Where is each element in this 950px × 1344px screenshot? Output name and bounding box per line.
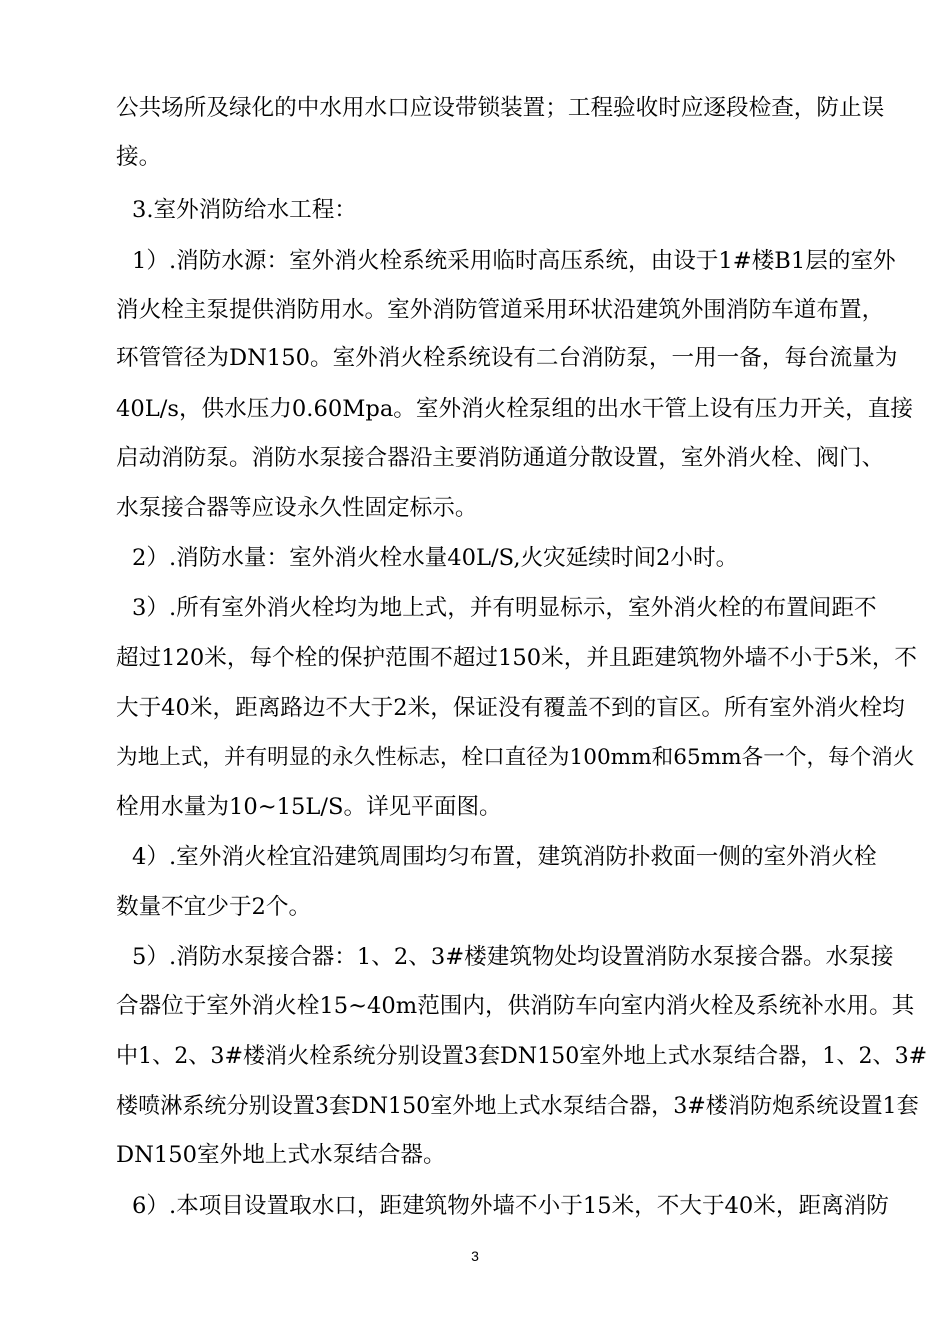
text-line-22: DN150室外地上式水泵结合器。 (116, 1142, 446, 1168)
text-line-7: 40L/s，供水压力0.60Mpa。室外消火栓泵组的出水干管上设有压力开关，直接 (116, 396, 913, 422)
text-line-15: 栓用水量为10~15L/S。详见平面图。 (116, 794, 502, 820)
text-line-2: 接。 (116, 144, 162, 170)
text-line-14: 为地上式，并有明显的永久性标志，栓口直径为100mm和65mm各一个，每个消火 (116, 745, 915, 770)
text-line-8: 启动消防泵。消防水泵接合器沿主要消防通道分散设置，室外消火栓、阀门、 (116, 445, 885, 471)
text-line-11: 3）.所有室外消火栓均为地上式，并有明显标示，室外消火栓的布置间距不 (132, 595, 877, 621)
text-line-9: 水泵接合器等应设永久性固定标示。 (116, 495, 478, 521)
text-line-17: 数量不宜少于2个。 (116, 894, 312, 920)
text-line-5: 消火栓主泵提供消防用水。室外消防管道采用环状沿建筑外围消防车道布置， (116, 297, 885, 323)
page-number: 3 (471, 1248, 479, 1264)
text-line-16: 4）.室外消火栓宜沿建筑周围均匀布置，建筑消防扑救面一侧的室外消火栓 (132, 844, 877, 870)
text-line-4: 1）.消防水源：室外消火栓系统采用临时高压系统，由设于1#楼B1层的室外 (132, 248, 896, 274)
text-line-6: 环管管径为DN150。室外消火栓系统设有二台消防泵，一用一备，每台流量为 (116, 345, 898, 371)
text-line-20: 中1、2、3#楼消火栓系统分别设置3套DN150室外地上式水泵结合器，1、2、3# (116, 1043, 928, 1069)
text-line-1: 公共场所及绿化的中水用水口应设带锁装置；工程验收时应逐段检查，防止误 (116, 95, 885, 121)
text-line-12: 超过120米，每个栓的保护范围不超过150米，并且距建筑物外墙不小于5米，不 (116, 645, 918, 671)
text-line-21: 楼喷淋系统分别设置3套DN150室外地上式水泵结合器，3#楼消防炮系统设置1套 (116, 1093, 919, 1119)
text-line-10: 2）.消防水量：室外消火栓水量40L/S,火灾延续时间2小时。 (132, 545, 739, 571)
text-line-23: 6）.本项目设置取水口，距建筑物外墙不小于15米，不大于40米，距离消防 (132, 1193, 889, 1219)
section-heading: 3.室外消防给水工程： (132, 197, 357, 223)
text-line-13: 大于40米，距离路边不大于2米，保证没有覆盖不到的盲区。所有室外消火栓均 (116, 695, 905, 721)
text-line-19: 合器位于室外消火栓15~40m范围内，供消防车向室内消火栓及系统补水用。其 (116, 993, 915, 1019)
text-line-18: 5）.消防水泵接合器：1、2、3#楼建筑物处均设置消防水泵接合器。水泵接 (132, 944, 894, 970)
